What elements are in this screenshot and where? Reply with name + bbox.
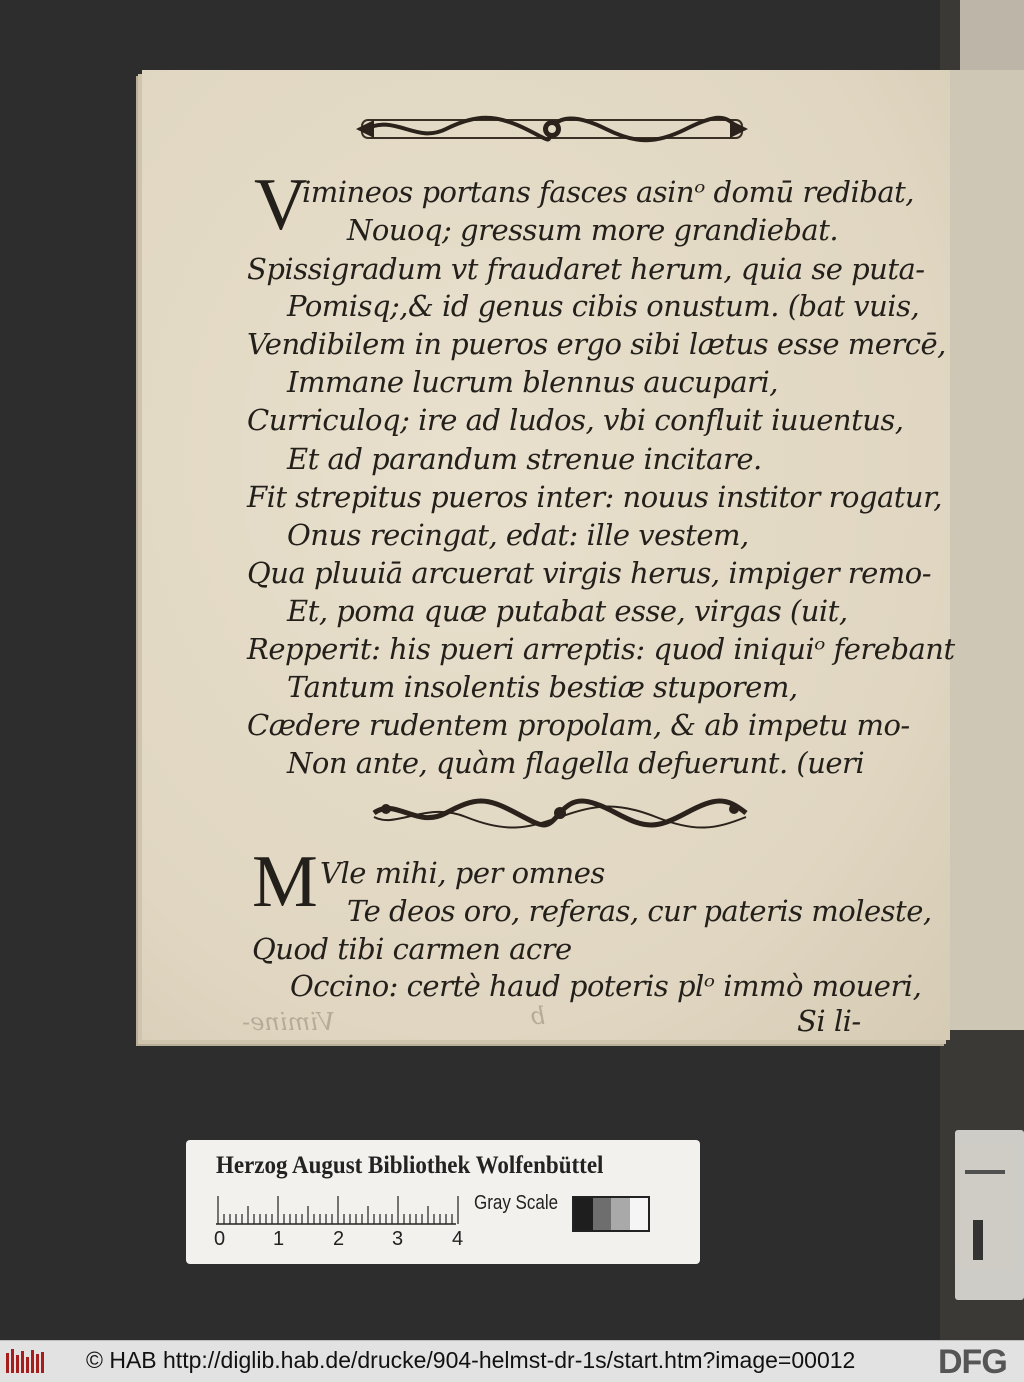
ruler-scale: [216, 1192, 466, 1226]
adjacent-ruler-mark: [965, 1170, 1005, 1174]
ornament-middle: [366, 795, 754, 831]
poem-line: Tantum insolentis bestiæ stuporem,: [287, 670, 798, 704]
source-url[interactable]: © HAB http://diglib.hab.de/drucke/904-helmst-dr-1s/start.htm?image=00012: [86, 1347, 856, 1373]
gray-scale-swatches: [572, 1196, 650, 1232]
ruler-number: 3: [392, 1228, 404, 1250]
show-through-catchword: Vimine-: [242, 1008, 335, 1036]
poem-line: Vendibilem in pueros ergo sibi lætus esse mercē,: [247, 327, 946, 361]
poem-line: Cædere rudentem propolam, & ab impetu mo-: [247, 708, 910, 742]
poem-line: Onus recingat, edat: ille vestem,: [287, 518, 749, 552]
show-through-signature: b: [530, 1002, 546, 1030]
book-page: [142, 70, 955, 1040]
poem-line: Occino: certè haud poteris plᵒ immò moueri,: [290, 969, 922, 1003]
ruler-number: 4: [452, 1228, 464, 1250]
catchword: Si li-: [797, 1004, 861, 1038]
dropcap-m: M: [252, 841, 318, 923]
poem-line: imineos portans fasces asinᵒ domū redibat,: [302, 175, 914, 209]
adjacent-ruler-mark: [973, 1220, 983, 1260]
ruler-number: 2: [333, 1228, 345, 1250]
poem-line: Fit strepitus pueros inter: nouus institor rogatur,: [247, 480, 942, 514]
gray-scale-label: Gray Scale: [474, 1192, 559, 1214]
poem-line: Qua pluuiā arcuerat virgis herus, impiger remo-: [247, 556, 932, 590]
adjacent-page: [945, 70, 1024, 1030]
ruler-number: 0: [214, 1228, 226, 1250]
footer-bar: [0, 1340, 1024, 1382]
poem-line: Curriculoq; ire ad ludos, vbi confluit iuuentus,: [247, 403, 904, 437]
poem-line: Nouoq; gressum more grandiebat.: [347, 213, 839, 247]
dropcap-v: V: [254, 164, 308, 246]
poem-line: Repperit: his pueri arreptis: quod iniquiᵒ ferebant: [247, 632, 955, 666]
poem-line: Quod tibi carmen acre: [252, 932, 572, 966]
poem-line: Et ad parandum strenue incitare.: [287, 442, 762, 476]
dfg-logo: DFG: [938, 1343, 1007, 1381]
hab-logo-icon: [6, 1347, 46, 1377]
adjacent-ruler-card: [955, 1130, 1024, 1300]
poem-line: Immane lucrum blennus aucupari,: [287, 365, 778, 399]
poem-line: Vle mihi, per omnes: [320, 856, 605, 890]
ruler-number: 1: [273, 1228, 285, 1250]
color-reference-card: [186, 1140, 700, 1264]
poem-line: Non ante, quàm flagella defuerunt. (ueri: [287, 746, 865, 780]
ornament-top: [356, 114, 748, 144]
poem-line: Pomisq;,& id genus cibis onustum. (bat vuis,: [287, 289, 920, 323]
poem-line: Et, poma quæ putabat esse, virgas (uit,: [287, 594, 848, 628]
library-name: Herzog August Bibliothek Wolfenbüttel: [216, 1152, 604, 1179]
poem-line: Spissigradum vt fraudaret herum, quia se puta-: [247, 252, 925, 286]
poem-line: Te deos oro, referas, cur pateris moleste,: [347, 894, 932, 928]
